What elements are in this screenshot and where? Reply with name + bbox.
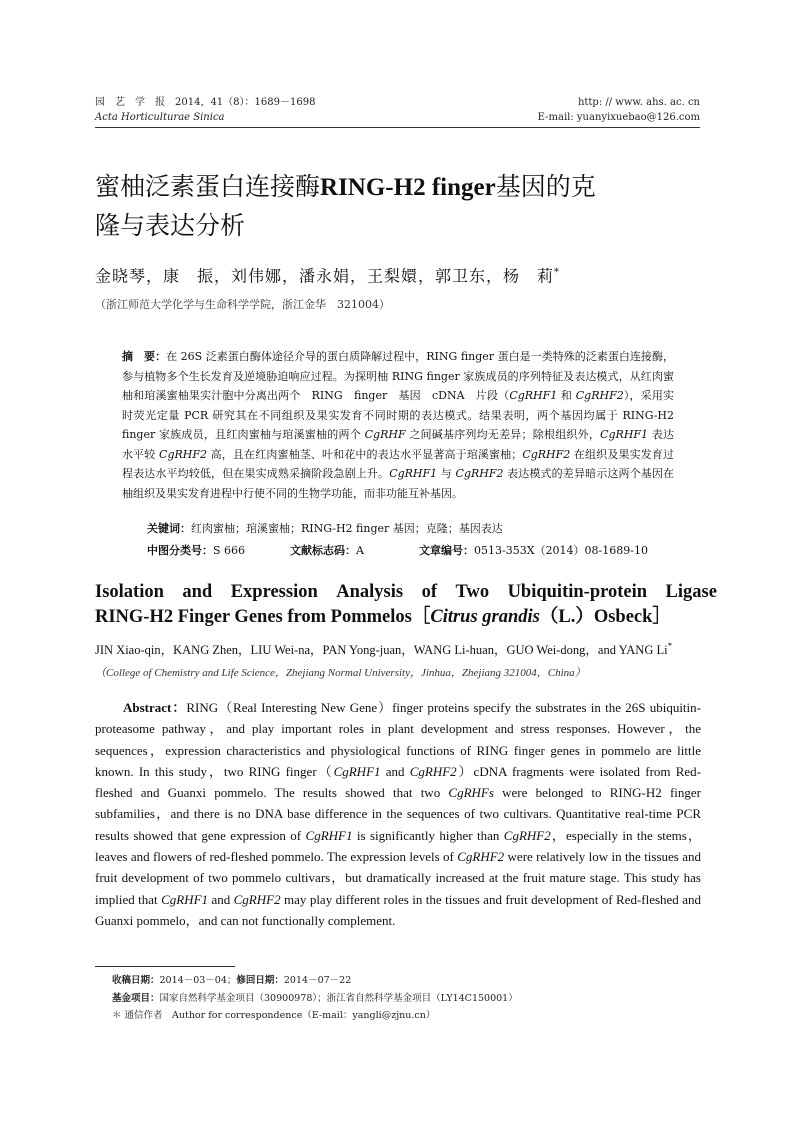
title-cn: 蜜柚泛素蛋白连接酶RING-H2 finger基因的克 隆与表达分析 [95, 172, 596, 240]
classification-article: 文章编号：0513-353X（2014）08-1689-10 [419, 544, 648, 557]
abstract-en: Abstract：RING（Real Interesting New Gene）finger proteins specify the substrates in the 26S ubiquitin-proteasome pathway，and play important roles in plant development and stress responses. However，the sequences，expression characteristics and physiological functions of RING finger genes in pommelo are little known. In this study，two RING finger（CgRHF1 and CgRHF2）cDNA fragments were isolated from Red-fleshed and Guanxi pommelo. The results showed that two CgRHFs were belonged to RING-H2 finger subfamilies，and there is no DNA base difference in the sequences of two cultivars. Quantitative real-time PCR results showed that gene expression of CgRHF1 is significantly higher than CgRHF2，especially in the stems，leaves and flowers of red-fleshed pommelo. The expression levels of CgRHF2 were relatively low in the tissues and fruit development of two pommelo cultivars，but dramatically increased at the fruit mature stage. This study has implied that CgRHF1 and CgRHF2 may play different roles in the tissues and fruit development of Red-fleshed and Guanxi pommelo，and can not functionally complement. [95, 700, 701, 928]
footnote-corresponding: ＊ 通信作者 Author for correspondence（E-mail：yangli@zjnu.cn） [112, 1010, 436, 1021]
authors-cn: 金晓琴，康 振，刘伟娜，潘永娟，王梨嬛，郭卫东，杨 莉* [95, 266, 561, 286]
classification-clc: 中图分类号：S 666 [147, 544, 246, 557]
journal-name-cn: 园 艺 学 报 2014，41（8）：1689－1698 [95, 97, 316, 108]
journal-email[interactable]: E-mail: yuanyixuebao@126.com [537, 112, 700, 123]
footnote-fund: 基金项目：国家自然科学基金项目（30900978）；浙江省自然科学基金项目（LY14C150001） [112, 993, 518, 1004]
footnote-rule [95, 966, 235, 967]
affiliation-cn: （浙江师范大学化学与生命科学学院，浙江金华 321004） [95, 298, 390, 311]
keywords-cn: 关键词：红肉蜜柚；琯溪蜜柚；RING-H2 finger 基因；克隆；基因表达 [147, 522, 503, 535]
journal-url[interactable]: http: // www. ahs. ac. cn [577, 97, 700, 108]
affiliation-en: （College of Chemistry and Life Science，Zhejiang Normal University，Jinhua，Zhejiang 321004，China） [95, 667, 586, 679]
classification-doc: 文献标志码：A [290, 544, 364, 557]
authors-en: JIN Xiao-qin，KANG Zhen，LIU Wei-na，PAN Yong-juan，WANG Li-huan，GUO Wei-dong，and YANG Li* [95, 640, 673, 657]
title-en: Isolation and Expression Analysis of Two Ubiquitin-protein Ligase RING-H2 Finger Genes from Pommelos［Citrus grandis（L.）Osbeck］ [95, 582, 717, 627]
abstract-cn: 摘 要：在 26S 泛素蛋白酶体途径介导的蛋白质降解过程中，RING finger 蛋白是一类特殊的泛素蛋白连接酶，参与植物多个生长发育及逆境胁迫响应过程。为探明柚 RING finger 家族成员的序列特征及表达模式，从红肉蜜柚和琯溪蜜柚果实汁胞中分离出两个 RING finger 基因 cDNA 片段（CgRHF1 和 CgRHF2），采用实时荧光定量 PCR 研究其在不同组织及果实发育不同时期的表达模式。结果表明，两个基因均属于 RING-H2 finger 家族成员，且红肉蜜柚与琯溪蜜柚的两个 CgRHF 之间碱基序列均无差异；除根组织外，CgRHF1 表达水平较 CgRHF2 高，且在红肉蜜柚茎、叶和花中的表达水平显著高于琯溪蜜柚；CgRHF2 在组织及果实发育过程表达水平均较低，但在果实成熟采摘阶段急剧上升。CgRHF1 与 CgRHF2 表达模式的差异暗示这两个基因在柚组织及果实发育进程中行使不同的生物学功能，而非功能互补基因。 [122, 350, 674, 500]
header-rule [95, 127, 700, 128]
footnote-dates: 收稿日期：2014－03－04；修回日期：2014－07－22 [112, 975, 352, 986]
journal-name-en: Acta Horticulturae Sinica [95, 112, 225, 123]
